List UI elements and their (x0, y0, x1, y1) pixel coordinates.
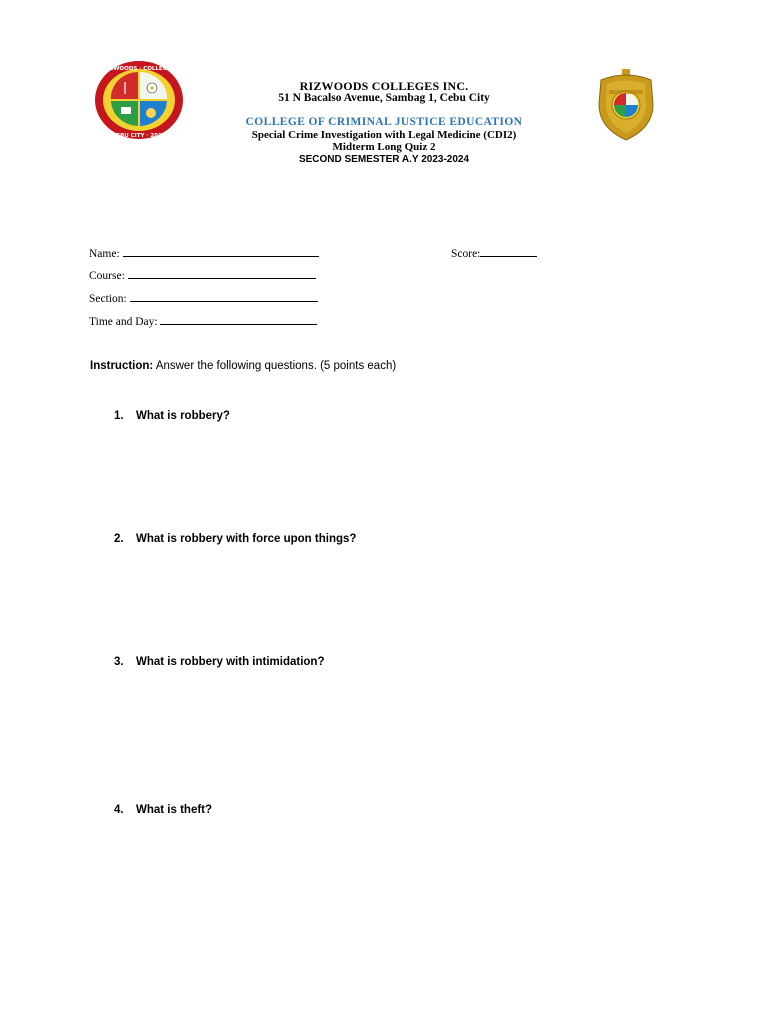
instruction (90, 360, 396, 372)
score-field[interactable] (451, 245, 537, 260)
score-label: Score: (451, 248, 481, 260)
question-4 (114, 804, 212, 816)
score-blank[interactable] (480, 245, 537, 257)
svg-text:RIZWOODS · COLLEGES: RIZWOODS · COLLEGES (103, 66, 175, 72)
exam-title: Midterm Long Quiz 2 (332, 141, 436, 153)
instruction-label: Instruction: (90, 360, 154, 372)
question-number: 4. (114, 804, 124, 816)
section-label: Section: (89, 293, 127, 305)
question-1 (114, 410, 230, 422)
course-title: Special Crime Investigation with Legal Medicine (CDI2) (251, 129, 517, 141)
question-text: What is robbery with intimidation? (136, 656, 325, 668)
name-field[interactable] (89, 245, 319, 260)
question-text: What is robbery with force upon things? (136, 533, 357, 545)
institution-address: 51 N Bacalso Avenue, Sambag 1, Cebu City (278, 92, 490, 104)
section-field[interactable] (89, 290, 318, 305)
question-text: What is theft? (136, 804, 213, 816)
course-label: Course: (89, 270, 125, 282)
college-name: COLLEGE OF CRIMINAL JUSTICE EDUCATION (245, 116, 523, 128)
svg-text:CEBU CITY · 2010: CEBU CITY · 2010 (112, 133, 166, 139)
question-number: 1. (114, 410, 124, 422)
instruction-text: Answer the following questions. (5 points each) (155, 360, 397, 372)
course-field[interactable] (89, 267, 316, 282)
section-blank[interactable] (130, 290, 318, 302)
time-day-blank[interactable] (160, 313, 317, 325)
time-day-label: Time and Day: (89, 316, 158, 328)
question-text: What is robbery? (136, 410, 230, 422)
question-3 (114, 656, 324, 668)
question-number: 2. (114, 533, 124, 545)
course-blank[interactable] (128, 267, 316, 279)
question-number: 3. (114, 656, 124, 668)
semester-label: SECOND SEMESTER A.Y 2023-2024 (298, 154, 470, 165)
time-day-field[interactable] (89, 313, 317, 328)
institution-name: RIZWOODS COLLEGES INC. (299, 79, 469, 93)
question-2 (114, 533, 356, 545)
name-label: Name: (89, 248, 120, 260)
name-blank[interactable] (123, 245, 319, 257)
